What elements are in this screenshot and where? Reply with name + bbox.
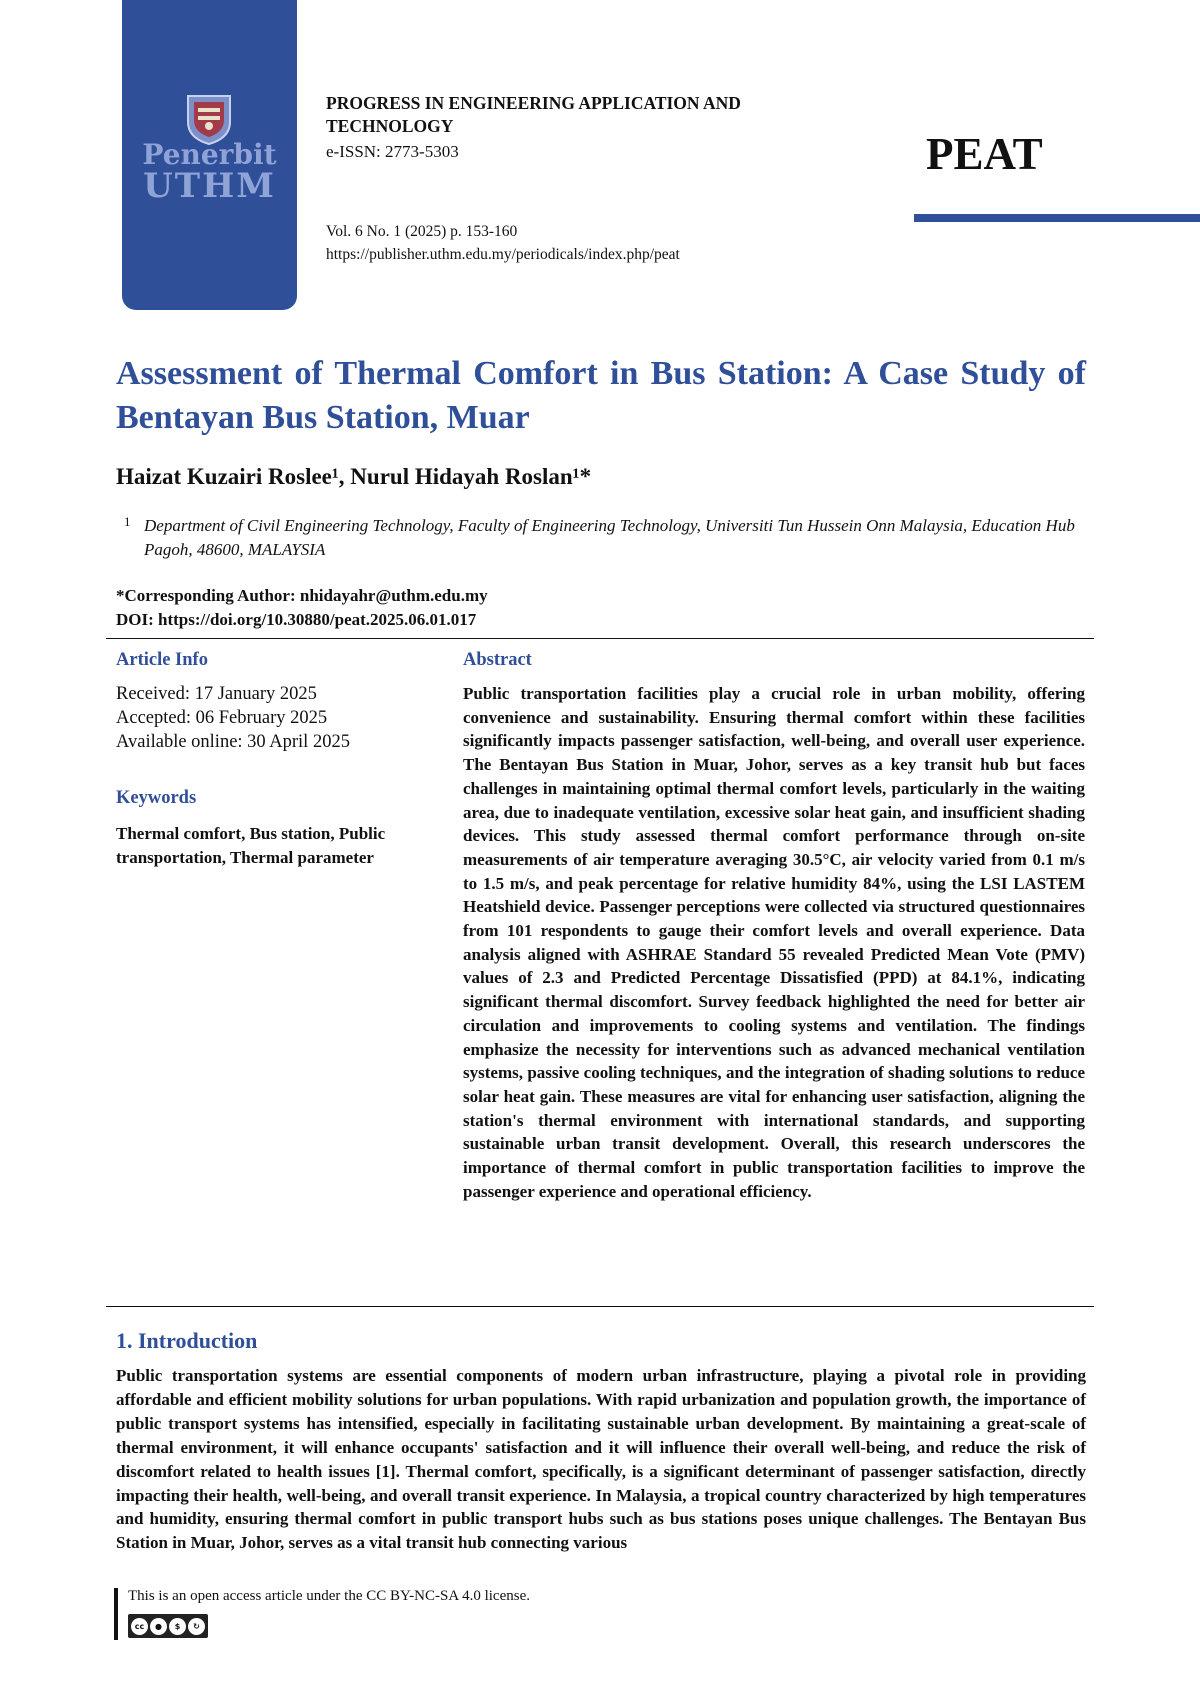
divider-bottom	[106, 1306, 1094, 1307]
keywords-heading: Keywords	[116, 788, 197, 808]
license-bar	[114, 1588, 118, 1640]
affiliation: Department of Civil Engineering Technology, Faculty of Engineering Technology, Universiti Tun Hussein Onn Malaysia, Education Hub Pagoh, 48600, MALAYSIA	[144, 516, 1075, 559]
journal-name: PROGRESS IN ENGINEERING APPLICATION AND TECHNOLOGY	[326, 93, 741, 136]
affiliation-number: 1	[124, 514, 131, 529]
cc-icon: cc	[131, 1618, 148, 1635]
journal-issn: e-ISSN: 2773-5303	[326, 142, 459, 161]
journal-volume-block	[326, 220, 680, 266]
introduction-heading: 1. Introduction	[116, 1328, 258, 1353]
article-dates	[116, 682, 350, 754]
logo-penerbit-text: Penerbit	[142, 138, 277, 171]
journal-url[interactable]: https://publisher.uthm.edu.my/periodicals/index.php/peat	[326, 246, 680, 263]
received-date: Received: 17 January 2025	[116, 684, 317, 704]
nc-icon: $	[169, 1618, 186, 1635]
cc-license-badge[interactable]	[128, 1614, 208, 1638]
correspondence-block	[116, 584, 488, 632]
logo-uthm-text: UTHM	[143, 166, 276, 206]
keywords: Thermal comfort, Bus station, Public transportation, Thermal parameter	[116, 824, 386, 867]
by-icon: ●	[150, 1618, 167, 1635]
available-date: Available online: 30 April 2025	[116, 732, 350, 752]
sa-icon: ↻	[188, 1618, 205, 1635]
article-title: Assessment of Thermal Comfort in Bus Station: A Case Study of Bentayan Bus Station, Muar	[116, 355, 1086, 436]
article-authors: Haizat Kuzairi Roslee¹, Nurul Hidayah Roslan¹*	[116, 464, 592, 489]
article-info-heading: Article Info	[116, 650, 208, 670]
abstract-heading: Abstract	[463, 650, 532, 670]
corresponding-author[interactable]: *Corresponding Author: nhidayahr@uthm.edu.my	[116, 586, 488, 605]
journal-volume: Vol. 6 No. 1 (2025) p. 153-160	[326, 223, 518, 240]
publisher-logo	[122, 0, 297, 310]
journal-abbrev: PEAT	[926, 129, 1043, 179]
article-doi[interactable]: DOI: https://doi.org/10.30880/peat.2025.06.01.017	[116, 610, 477, 629]
header-accent-bar	[914, 214, 1200, 222]
license-text: This is an open access article under the CC BY-NC-SA 4.0 license.	[128, 1588, 530, 1604]
introduction-text: Public transportation systems are essential components of modern urban infrastructure, playing a pivotal role in providing affordable and efficient mobility solutions for urban populations. With rapid urbanization and population growth, the importance of public transport systems has intensified, especially in facilitating sustainable urban development. By maintaining a great-scale of thermal environment, it will enhance occupants' satisfaction and it will influence their overall well-being, and reduce the risk of discomfort related to health issues [1]. Thermal comfort, specifically, is a significant determinant of passenger satisfaction, directly impacting their health, well-being, and overall transit experience. In Malaysia, a tropical country characterized by high temperatures and humidity, ensuring thermal comfort in public transport hubs such as bus stations poses unique challenges. The Bentayan Bus Station in Muar, Johor, serves as a vital transit hub connecting various	[116, 1366, 1086, 1553]
accepted-date: Accepted: 06 February 2025	[116, 708, 328, 728]
divider-top	[106, 638, 1094, 639]
abstract-text: Public transportation facilities play a crucial role in urban mobility, offering convenience and sustainability. Ensuring thermal comfort within these facilities significantly impacts passenger satisfaction, well-being, and overall user experience. The Bentayan Bus Station in Muar, Johor, serves as a key transit hub but faces challenges in maintaining optimal thermal comfort levels, particularly in the waiting area, due to inadequate ventilation, excessive solar heat gain, and insufficient shading devices. This study assessed thermal comfort performance through on-site measurements of air temperature averaging 30.5°C, air velocity varied from 0.1 m/s to 1.5 m/s, and peak percentage for relative humidity 84%, using the LSI LASTEM Heatshield device. Passenger perceptions were collected via structured questionnaires from 101 respondents to gauge their comfort levels and overall experience. Data analysis aligned with ASHRAE Standard 55 revealed Predicted Mean Vote (PMV) values of 2.3 and Predicted Percentage Dissatisfied (PPD) at 84.1%, indicating significant thermal discomfort. Survey feedback highlighted the need for better air circulation and improvements to cooling systems and ventilation. The findings emphasize the necessity for interventions such as advanced mechanical ventilation systems, passive cooling techniques, and the integration of shading solutions to reduce solar heat gain. These measures are vital for enhancing user satisfaction, aligning the station's thermal environment with international standards, and supporting sustainable urban transit development. Overall, this research underscores the importance of thermal comfort in public transportation facilities to improve the passenger experience and operational efficiency.	[463, 684, 1085, 1201]
